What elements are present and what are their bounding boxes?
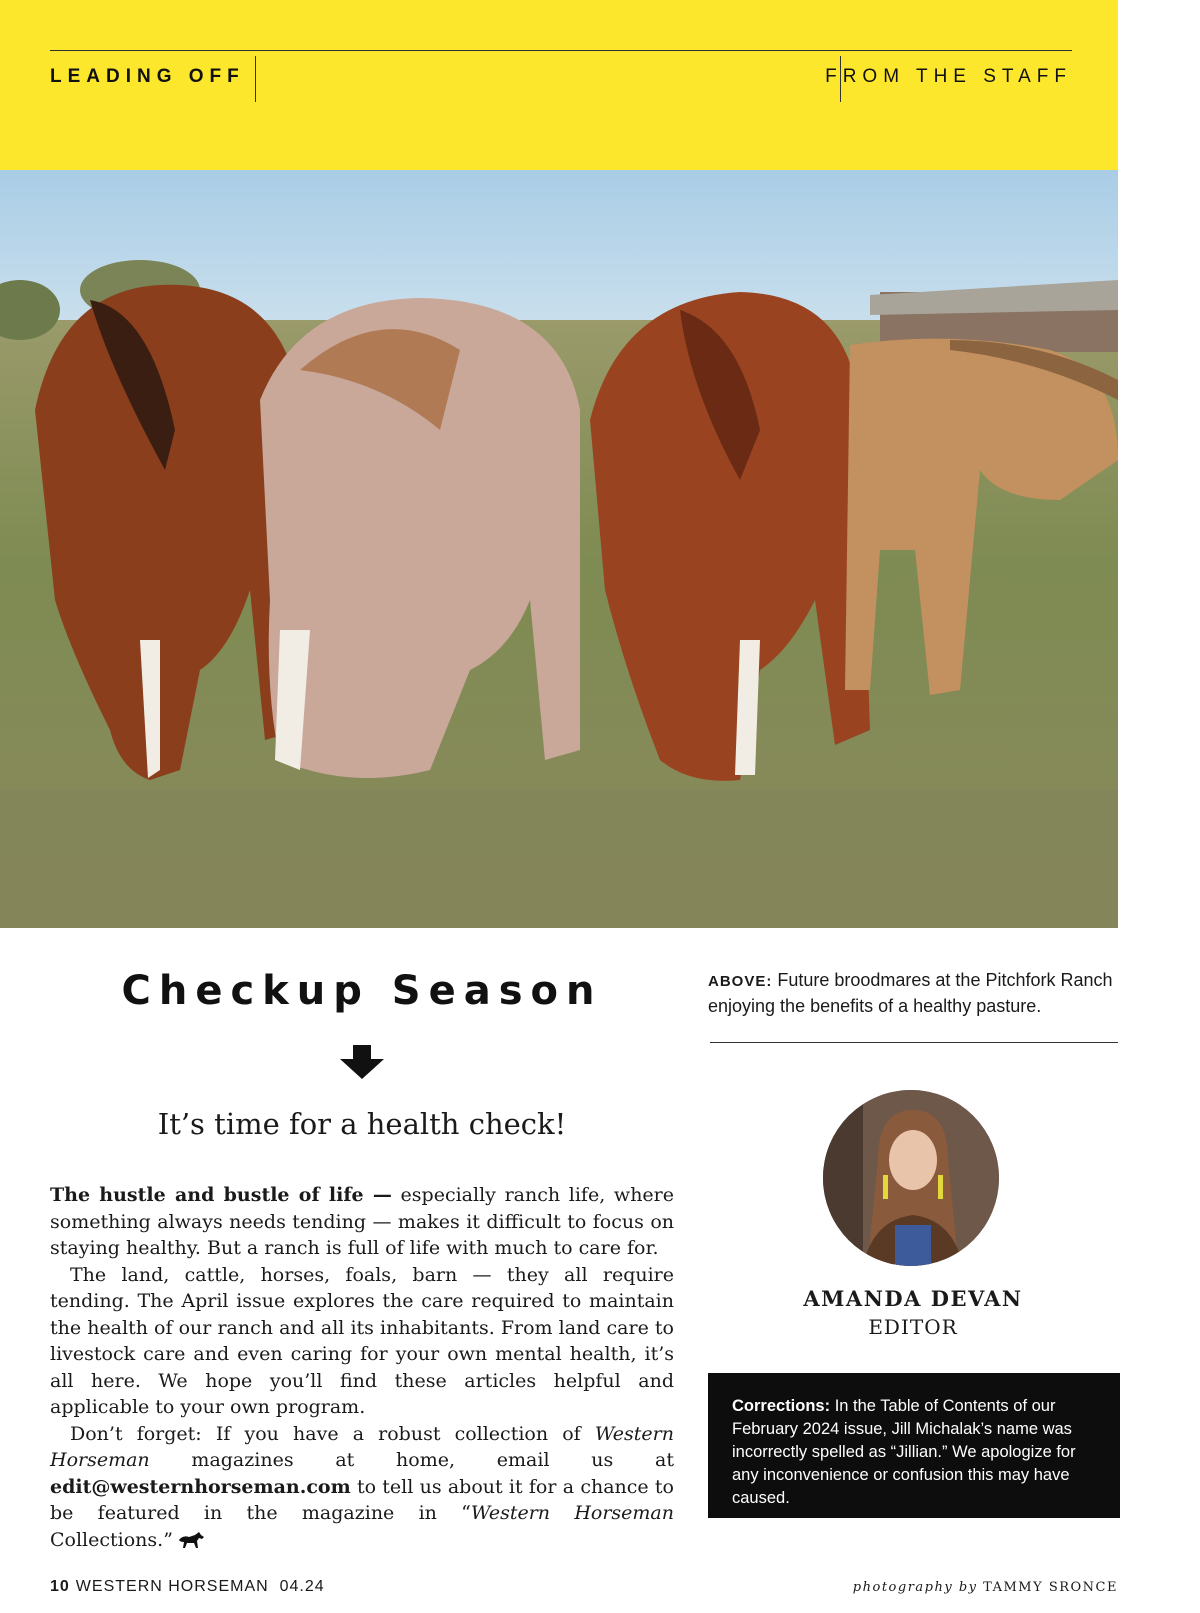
magazine-name: Western Horseman	[50, 1422, 674, 1471]
section-label: LEADING OFF	[50, 66, 245, 87]
section-tag: FROM THE STAFF	[825, 66, 1072, 87]
editor-title: EDITOR	[868, 1315, 958, 1339]
corrections-text: In the Table of Contents of our February 2024 issue, Jill Michalak’s name was incorrectly spelled as “Jillian.” We apologize for any inconvenience or confusion this may have caused.	[732, 1397, 1076, 1507]
editor-name: AMANDA DEVAN	[803, 1286, 1023, 1311]
paragraph-text: Don’t forget: If you have a robust collection of	[70, 1422, 595, 1445]
photo-credit	[853, 1580, 1118, 1595]
body-paragraph	[50, 1421, 674, 1554]
paragraph-text: to tell us about it for a chance to be featured in the magazine in “	[50, 1475, 674, 1524]
horses-grazing-photo-icon	[0, 170, 1118, 928]
hero-photo	[0, 170, 1118, 928]
editor-avatar	[823, 1090, 999, 1266]
paragraph-text: magazines at home, email us at	[149, 1449, 674, 1471]
caption-divider	[710, 1042, 1118, 1043]
photo-caption	[708, 968, 1118, 1019]
editor-portrait-icon	[823, 1090, 999, 1266]
body-paragraph: The land, cattle, horses, foals, barn — they all require tending. The April issue explores the care required to maintain the health of our ranch and all its inhabitants. From land care to livestock care and even caring for your own mental health, it’s all here. We hope you’ll find these articles helpful and applicable to your own program.	[50, 1263, 674, 1418]
email-link[interactable]: edit@westernhorseman.com	[50, 1475, 351, 1498]
paragraph-text: especially ranch life, where something always needs tending — makes it difficult to focus on staying healthy. But a ranch is full of life with much to care for.	[50, 1184, 675, 1259]
horse-end-mark-icon	[177, 1532, 205, 1550]
issue-date: 04.24	[279, 1578, 325, 1595]
corrections-box	[708, 1373, 1120, 1518]
caption-text: Future broodmares at the Pitchfork Ranch enjoying the benefits of a healthy pasture.	[708, 970, 1113, 1016]
publication-name: WESTERN HORSEMAN	[75, 1578, 269, 1595]
credit-name: TAMMY SRONCE	[983, 1580, 1118, 1595]
credit-prefix: photography by	[852, 1580, 978, 1595]
page-folio	[50, 1578, 325, 1596]
page-number: 10	[50, 1578, 70, 1595]
paragraph-text: Collections.”	[50, 1528, 173, 1551]
arrow-down-icon	[340, 1045, 384, 1079]
body-paragraph	[50, 1182, 674, 1262]
corrections-label: Corrections:	[732, 1397, 831, 1415]
header-rule	[50, 50, 1072, 51]
caption-label: ABOVE:	[708, 973, 773, 990]
lead-in: The hustle and bustle of life —	[50, 1184, 392, 1206]
article-headline: Checkup Season	[121, 968, 603, 1014]
article-body	[50, 1182, 674, 1553]
header-divider-left	[255, 56, 256, 102]
magazine-name: Western Horseman	[470, 1502, 674, 1524]
article-deck: It’s time for a health check!	[157, 1107, 567, 1141]
